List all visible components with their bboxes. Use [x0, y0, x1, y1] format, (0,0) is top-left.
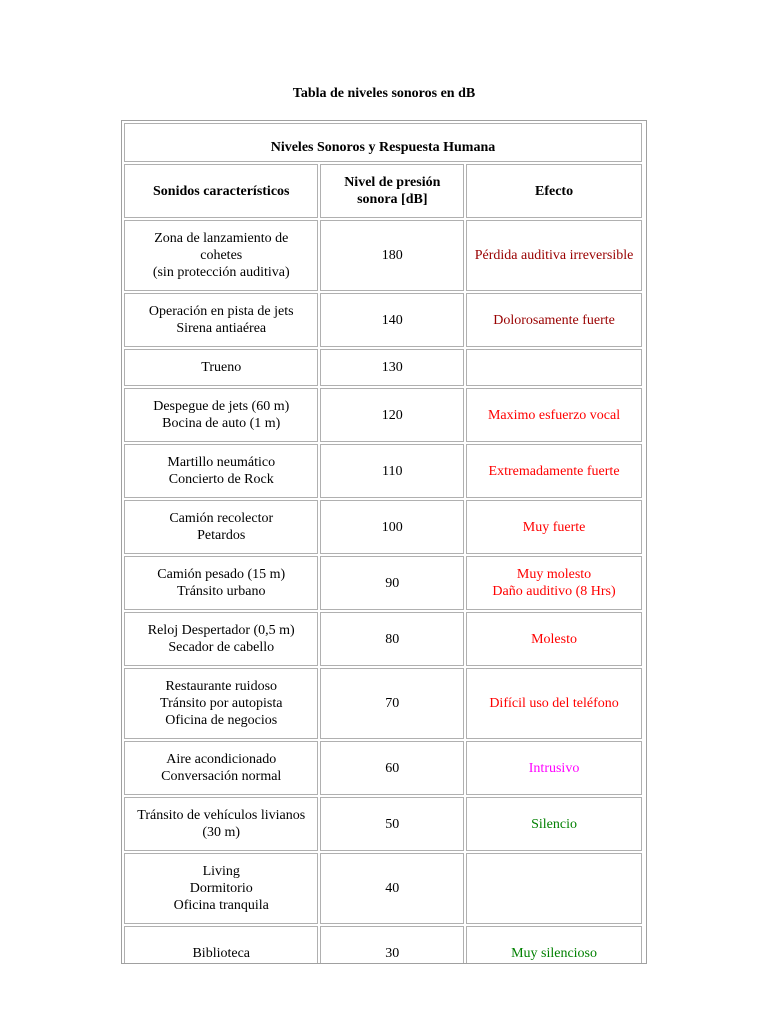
cell-sound	[124, 612, 318, 666]
cell-sound-line: (30 m)	[202, 825, 241, 840]
cell-effect	[466, 612, 642, 666]
cell-effect-line: Muy molesto	[516, 567, 592, 582]
cell-effect-line: Muy fuerte	[522, 519, 586, 535]
cell-db-level: 70	[320, 668, 464, 739]
cell-effect-line: Silencio	[531, 816, 577, 832]
cell-effect	[466, 349, 642, 386]
cell-effect-line: Intrusivo	[528, 760, 580, 776]
cell-effect-line: Maximo esfuerzo vocal	[487, 407, 621, 423]
table-caption-row	[124, 123, 642, 162]
sound-levels-table	[122, 121, 644, 964]
cell-effect	[466, 556, 642, 610]
table-caption: Niveles Sonoros y Respuesta Humana	[124, 123, 642, 162]
cell-sound	[124, 388, 318, 442]
cell-effect	[466, 388, 642, 442]
cell-sound-line: Camión recolector	[169, 511, 274, 526]
cell-sound	[124, 556, 318, 610]
cell-sound-line: Oficina de negocios	[165, 713, 278, 728]
cell-sound-line: Camión pesado (15 m)	[157, 567, 286, 582]
header-level-line: Nivel de presión	[344, 175, 441, 190]
cell-sound-line: Tránsito por autopista	[160, 696, 283, 711]
cell-sound-line: Zona de lanzamiento de	[154, 231, 289, 246]
cell-sound-line: Martillo neumático	[167, 455, 276, 470]
table-row	[124, 926, 642, 964]
cell-sound-line: Secador de cabello	[168, 640, 275, 655]
cell-effect	[466, 220, 642, 291]
cell-sound-line: Tránsito urbano	[176, 584, 266, 599]
header-level-line: sonora [dB]	[357, 192, 428, 207]
header-effect: Efecto	[466, 164, 642, 218]
cell-db-level: 50	[320, 797, 464, 851]
header-level	[320, 164, 464, 218]
cell-db-level: 60	[320, 741, 464, 795]
cell-db-level: 40	[320, 853, 464, 924]
cell-sound-line: Petardos	[197, 528, 246, 543]
table-header-row	[124, 164, 642, 218]
cell-sound-line: Tránsito de vehículos livianos	[137, 808, 306, 823]
cell-sound	[124, 668, 318, 739]
cell-sound-line: Bocina de auto (1 m)	[162, 416, 281, 431]
table-row	[124, 293, 642, 347]
cell-db-level: 100	[320, 500, 464, 554]
table-row	[124, 853, 642, 924]
cell-sound-line: Reloj Despertador (0,5 m)	[147, 623, 295, 638]
cell-db-level: 90	[320, 556, 464, 610]
cell-sound-line: Oficina tranquila	[173, 898, 269, 913]
cell-sound-line: (sin protección auditiva)	[152, 265, 290, 280]
cell-effect-line: Difícil uso del teléfono	[489, 696, 619, 711]
cell-sound-line: Operación en pista de jets	[148, 304, 294, 319]
cell-sound-line: Biblioteca	[192, 945, 251, 961]
table-row	[124, 741, 642, 795]
cell-sound	[124, 926, 318, 964]
cell-db-level: 130	[320, 349, 464, 386]
table-row	[124, 612, 642, 666]
cell-effect-line: Daño auditivo (8 Hrs)	[492, 584, 616, 599]
cell-effect-line: Extremadamente fuerte	[488, 463, 620, 479]
cell-db-level: 80	[320, 612, 464, 666]
cell-sound-line: cohetes	[200, 248, 243, 263]
cell-db-level: 180	[320, 220, 464, 291]
cell-effect	[466, 741, 642, 795]
cell-sound	[124, 797, 318, 851]
cell-db-level: 140	[320, 293, 464, 347]
cell-sound-line: Conversación normal	[161, 769, 282, 784]
cell-sound-line: Restaurante ruidoso	[165, 679, 278, 694]
cell-sound	[124, 349, 318, 386]
cell-effect-line: Pérdida auditiva irreversible	[474, 248, 634, 263]
cell-effect	[466, 293, 642, 347]
table-row	[124, 797, 642, 851]
table-row	[124, 500, 642, 554]
cell-sound-line: Living	[202, 864, 240, 879]
cell-sound	[124, 500, 318, 554]
cell-sound	[124, 444, 318, 498]
cell-db-level: 120	[320, 388, 464, 442]
cell-db-level: 30	[320, 926, 464, 964]
cell-sound	[124, 293, 318, 347]
cell-sound-line: Aire acondicionado	[166, 752, 277, 767]
cell-sound	[124, 741, 318, 795]
cell-effect	[466, 797, 642, 851]
cell-sound-line: Concierto de Rock	[168, 472, 274, 487]
cell-effect-line: Molesto	[531, 631, 577, 647]
cell-sound	[124, 220, 318, 291]
cell-db-level: 110	[320, 444, 464, 498]
cell-effect-line: Dolorosamente fuerte	[493, 312, 615, 328]
table-row	[124, 349, 642, 386]
table-row	[124, 220, 642, 291]
page-title: Tabla de niveles sonoros en dB	[292, 86, 476, 101]
table-row	[124, 388, 642, 442]
cell-effect	[466, 668, 642, 739]
table-row	[124, 668, 642, 739]
cell-sound	[124, 853, 318, 924]
cell-effect	[466, 926, 642, 964]
cell-effect	[466, 853, 642, 924]
cell-effect-line: Muy silencioso	[511, 945, 598, 961]
cell-sound-line: Dormitorio	[189, 881, 253, 896]
cell-sound-line: Despegue de jets (60 m)	[153, 399, 290, 414]
header-sounds: Sonidos característicos	[124, 164, 318, 218]
table-row	[124, 444, 642, 498]
table-row	[124, 556, 642, 610]
cell-sound-line: Trueno	[201, 360, 242, 375]
sound-levels-table-frame	[121, 120, 647, 964]
cell-effect	[466, 444, 642, 498]
cell-sound-line: Sirena antiaérea	[176, 321, 267, 336]
cell-effect	[466, 500, 642, 554]
